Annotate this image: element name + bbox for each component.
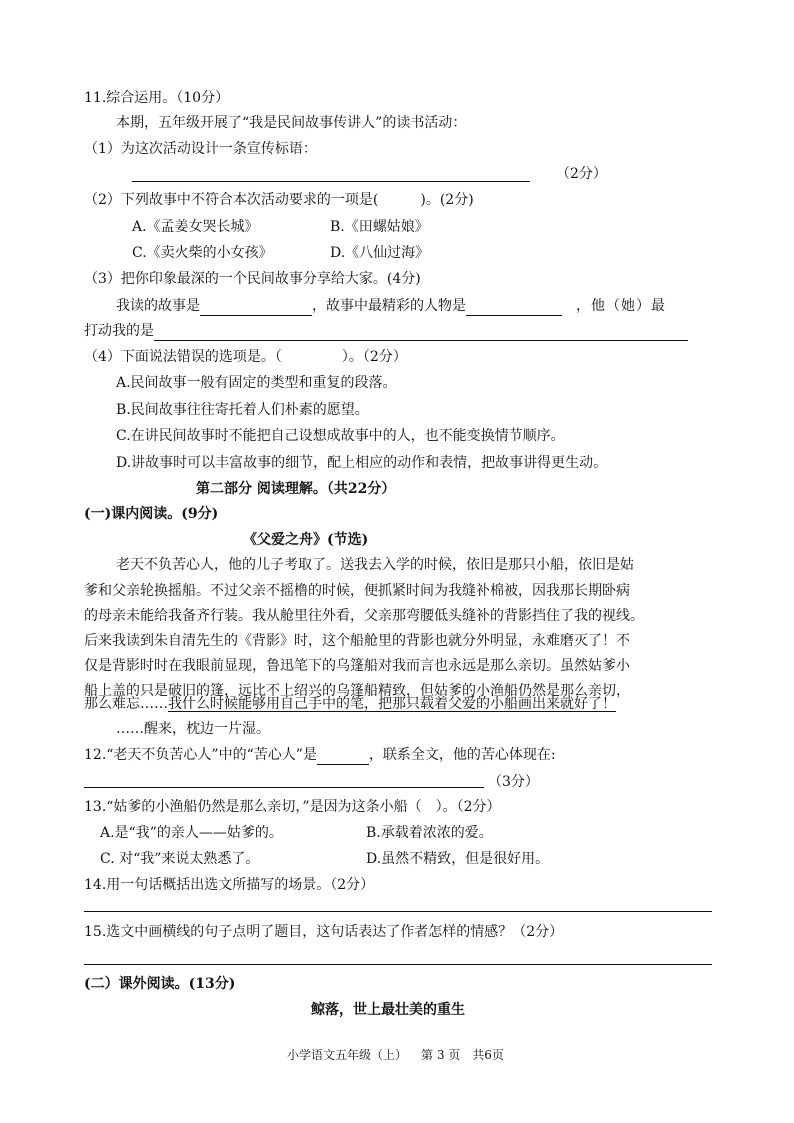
q12-prompt: 12.“老天不负苦心人”中的“苦心人”是 xyxy=(84,747,317,763)
q11-part3: （3）把你印象最深的一个民间故事分享给大家。(4分) xyxy=(84,271,421,287)
passage-line-1: 老天不负苦心人，他的儿子考取了。送我去入学的时候，依旧是那只小船，依旧是姑 xyxy=(116,557,634,573)
q11-part2 xyxy=(84,190,474,210)
answer-blank-character[interactable] xyxy=(466,299,562,316)
q11-option-b: B.《田螺姑娘》 xyxy=(330,219,429,235)
q12-score: （3分） xyxy=(488,774,539,790)
q11-part3-line2 xyxy=(84,321,688,341)
q11-part3-label-story: 我读的故事是 xyxy=(116,298,200,314)
answer-line-q14[interactable] xyxy=(84,911,712,912)
q12-prompt-continued: ，联系全文，他的苦心体现在: xyxy=(368,747,556,763)
passage-line-8: ……醒来，枕边一片湿。 xyxy=(116,721,270,737)
q12-text xyxy=(84,745,556,765)
q11-part1: （1）为这次活动设计一条宣传标语： xyxy=(84,141,317,157)
passage-line-2: 爹和父亲轮换摇船。不过父亲不摇橹的时候，便抓紧时间为我缝补棉被，因我那长期卧病 xyxy=(84,583,630,599)
passage-line-5: 仅是背影时时在我眼前显现，鲁迅笔下的乌篷船对我而言也永远是那么亲切。虽然姑爹小 xyxy=(84,658,630,674)
q13-option-a: A.是“我”的亲人——姑爹的。 xyxy=(100,825,283,841)
answer-blank-moved[interactable] xyxy=(154,324,688,341)
q11-option-d: D.《八仙过海》 xyxy=(330,245,430,261)
page-footer xyxy=(287,1047,504,1063)
q11-part3-label-moved: 打动我的是 xyxy=(84,323,154,339)
footer-total-pages: 共6页 xyxy=(472,1048,504,1062)
q13-text: 13.“姑爹的小渔船仍然是那么亲切，”是因为这条小船（ ）。（2分） xyxy=(84,799,501,815)
q11-part4-option-a: A.民间故事一般有固定的类型和重复的段落。 xyxy=(116,375,397,391)
q15-text: 15.选文中画横线的句子点明了题目，这句话表达了作者怎样的情感？（2分） xyxy=(84,924,564,940)
answer-line-q15[interactable] xyxy=(84,964,712,965)
q11-part2-score: )。(2分) xyxy=(420,192,474,208)
passage-line-7-start: 那么难忘…… xyxy=(84,696,168,712)
q11-part2-text: （2）下列故事中不符合本次活动要求的一项是( xyxy=(84,192,379,208)
q11-part4-option-b: B.民间故事往往寄托着人们朴素的愿望。 xyxy=(116,402,369,418)
q11-part1-score: （2分） xyxy=(556,166,607,182)
passage-line-3: 的母亲未能给我备齐行装。我从舱里往外看，父亲那弯腰低头缝补的背影挡住了我的视线。 xyxy=(84,608,644,624)
answer-blank-story[interactable] xyxy=(200,299,312,316)
section1-heading: (一)课内阅读。(9分) xyxy=(84,506,219,522)
q11-part3-label-touch: ，他（她）最 xyxy=(576,298,666,314)
section2-title: 鲸落，世上最壮美的重生 xyxy=(311,1002,465,1018)
answer-blank-q12[interactable] xyxy=(317,748,369,765)
q11-part3-label-character: ，故事中最精彩的人物是 xyxy=(312,298,466,314)
q11-title: 11.综合运用。（10分） xyxy=(84,90,230,106)
q11-part4-text: （4）下面说法错误的选项是。（ xyxy=(84,349,282,365)
section2-heading: (二）课外阅读。(13分) xyxy=(84,976,236,992)
passage-line-4: 后来我读到朱自清先生的《背影》时，这个船舱里的背影也就分外明显，永难磨灭了！不 xyxy=(84,633,630,649)
q11-option-c: C.《卖火柴的小女孩》 xyxy=(132,245,273,261)
passage-line-7 xyxy=(84,694,616,714)
q11-part4-option-d: D.讲故事时可以丰富故事的细节，配上相应的动作和表情，把故事讲得更生动。 xyxy=(116,455,608,471)
footer-page-number: 第 3 页 xyxy=(421,1048,461,1062)
q11-part4-score: ）。（2分） xyxy=(341,349,407,365)
q13-option-c: C. 对“我”来说太熟悉了。 xyxy=(100,851,260,867)
answer-line-q12[interactable] xyxy=(84,787,484,788)
answer-line-slogan[interactable] xyxy=(132,181,530,182)
q11-part4-option-c: C.在讲民间故事时不能把自己设想成故事中的人，也不能变换情节顺序。 xyxy=(116,428,565,444)
part2-heading: 第二部分 阅读理解。（共22分） xyxy=(196,481,396,497)
passage-title: 《父爱之舟》(节选) xyxy=(243,532,369,548)
footer-course: 小学语文五年级（上） xyxy=(287,1048,408,1062)
q11-option-a: A.《孟姜女哭长城》 xyxy=(132,219,259,235)
q13-option-b: B.承载着浓浓的爱。 xyxy=(366,825,493,841)
q11-part3-line1 xyxy=(116,296,666,316)
passage-line-6: 船上盖的只是破旧的篷，远比不上绍兴的乌篷船精致，但姑爹的小渔船仍然是那么亲切， xyxy=(84,683,630,699)
q13-option-d: D.虽然不精致，但是很好用。 xyxy=(366,851,550,867)
q14-text: 14.用一句话概括出选文所描写的场景。（2分） xyxy=(84,877,375,893)
underlined-sentence: 我什么时候能够用自己手中的笔，把那只载着父爱的小船画出来就好了！ xyxy=(168,696,616,712)
q11-intro: 本期，五年级开展了“我是民间故事传讲人”的读书活动： xyxy=(116,115,467,131)
q11-part4 xyxy=(84,347,407,367)
